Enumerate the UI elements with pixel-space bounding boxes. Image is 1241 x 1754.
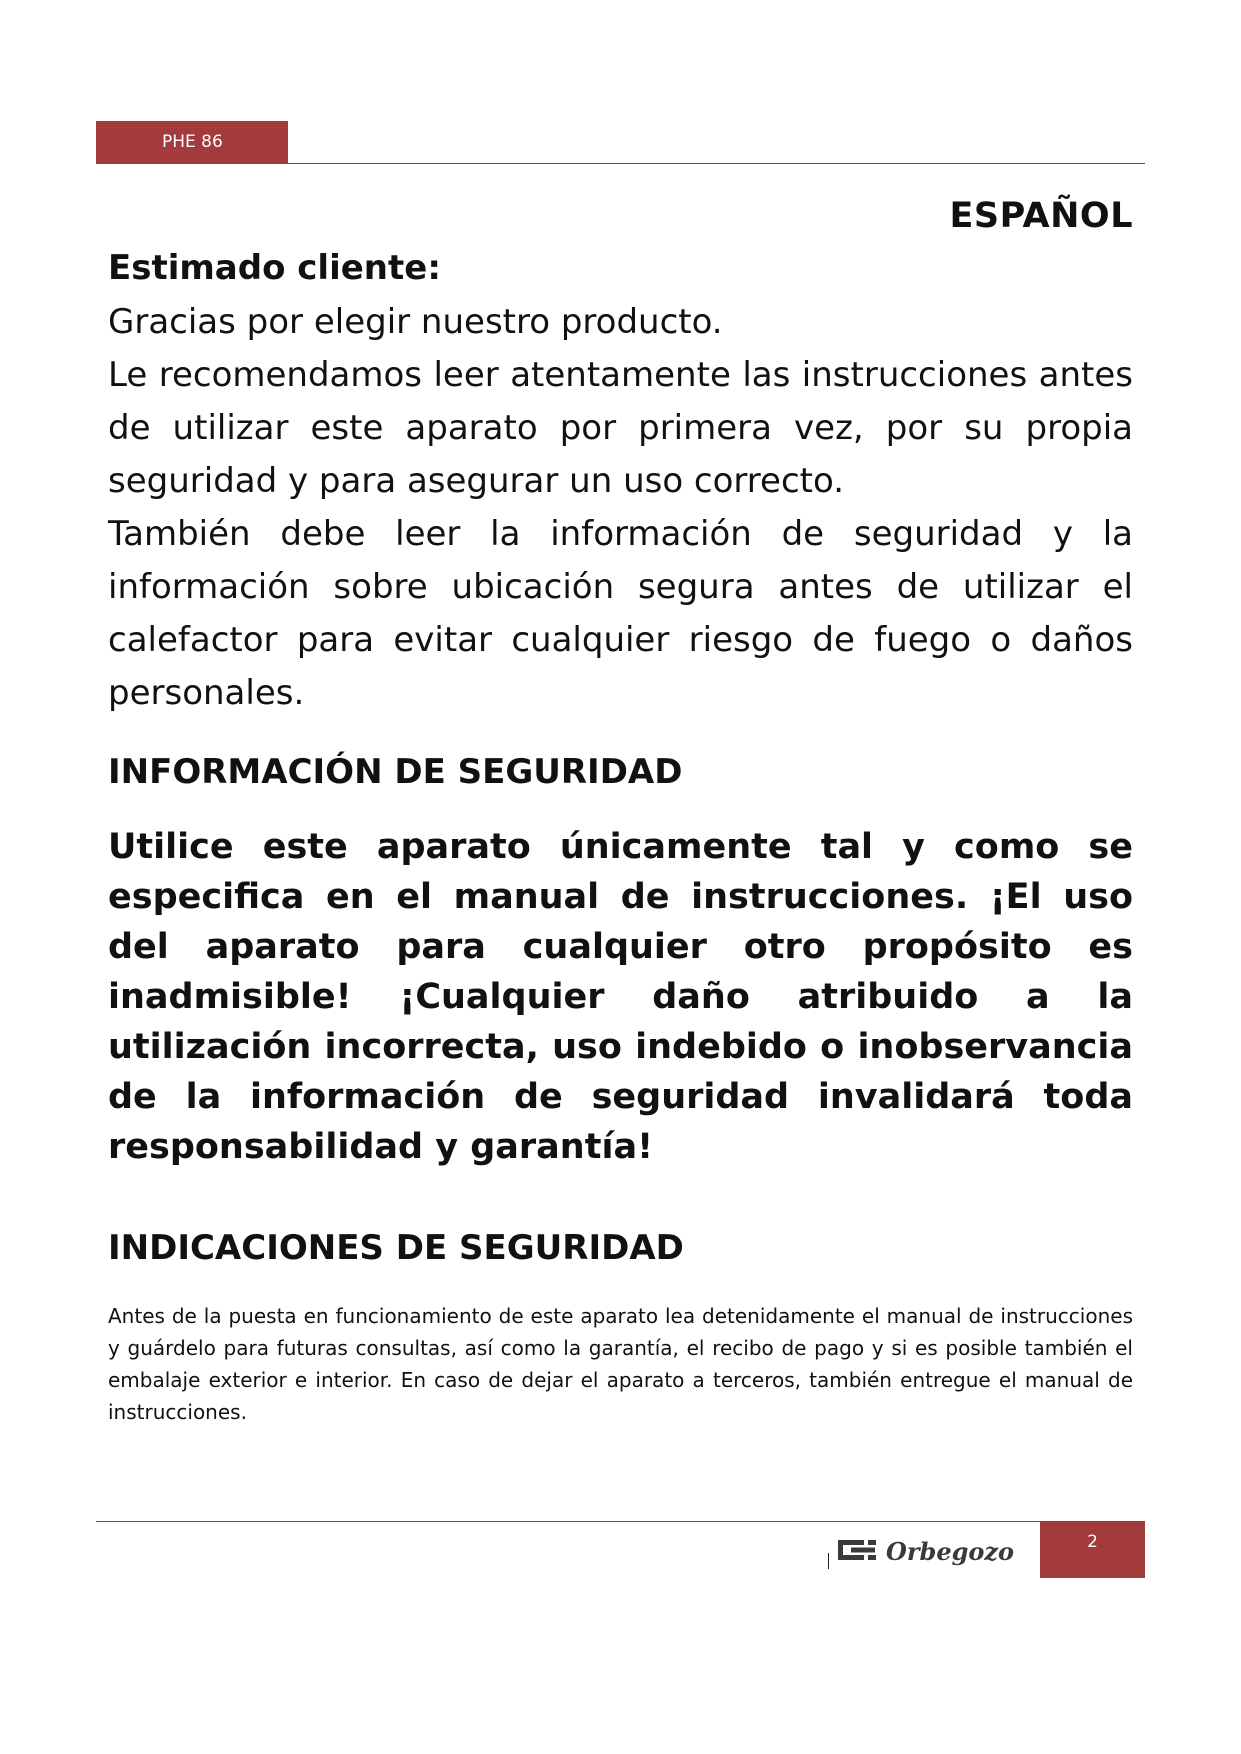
footer-divider bbox=[96, 1521, 1145, 1522]
page-number: 2 bbox=[1087, 1532, 1098, 1552]
model-label: PHE 86 bbox=[162, 132, 223, 152]
intro-paragraph: Gracias por elegir nuestro producto. bbox=[108, 302, 723, 342]
language-label: ESPAÑOL bbox=[949, 196, 1133, 236]
header-divider bbox=[96, 163, 1145, 164]
intro-text bbox=[108, 296, 1133, 720]
safety-indications-heading: INDICACIONES DE SEGURIDAD bbox=[108, 1228, 684, 1268]
greeting-title: Estimado cliente: bbox=[108, 248, 441, 288]
page-number-box bbox=[1040, 1522, 1145, 1578]
safety-warning: Utilice este aparato únicamente tal y como se especifica en el manual de instrucciones. ¡El uso del aparato para cualquier otro propósito es inadmisible! ¡Cualquier daño atribuido a la utilización incorrecta, uso indebido o inobservancia de la información de seguridad invalidará toda responsabilidad y garantía! bbox=[108, 827, 1133, 1167]
safety-info-heading: INFORMACIÓN DE SEGURIDAD bbox=[108, 752, 683, 792]
intro-paragraph: Le recomendamos leer atentamente las instrucciones antes de utilizar este aparato por primera vez, por su propia seguridad y para asegurar un uso correcto. bbox=[108, 355, 1133, 501]
intro-paragraph: También debe leer la información de seguridad y la información sobre ubicación segura antes de utilizar el calefactor para evitar cualquier riesgo de fuego o daños personales. bbox=[108, 514, 1133, 713]
footer-separator bbox=[828, 1553, 829, 1569]
logo-wordmark: Orbegozo bbox=[886, 1537, 1015, 1566]
safety-indications-text: Antes de la puesta en funcionamiento de este aparato lea detenidamente el manual de instrucciones y guárdelo para futuras consultas, así como la garantía, el recibo de pago y si es posible también el embalaje exterior e interior. En caso de dejar el aparato a terceros, también entregue el manual de instrucciones. bbox=[108, 1304, 1133, 1424]
orbegozo-logo bbox=[838, 1530, 1028, 1570]
header-model-tab bbox=[96, 121, 288, 164]
